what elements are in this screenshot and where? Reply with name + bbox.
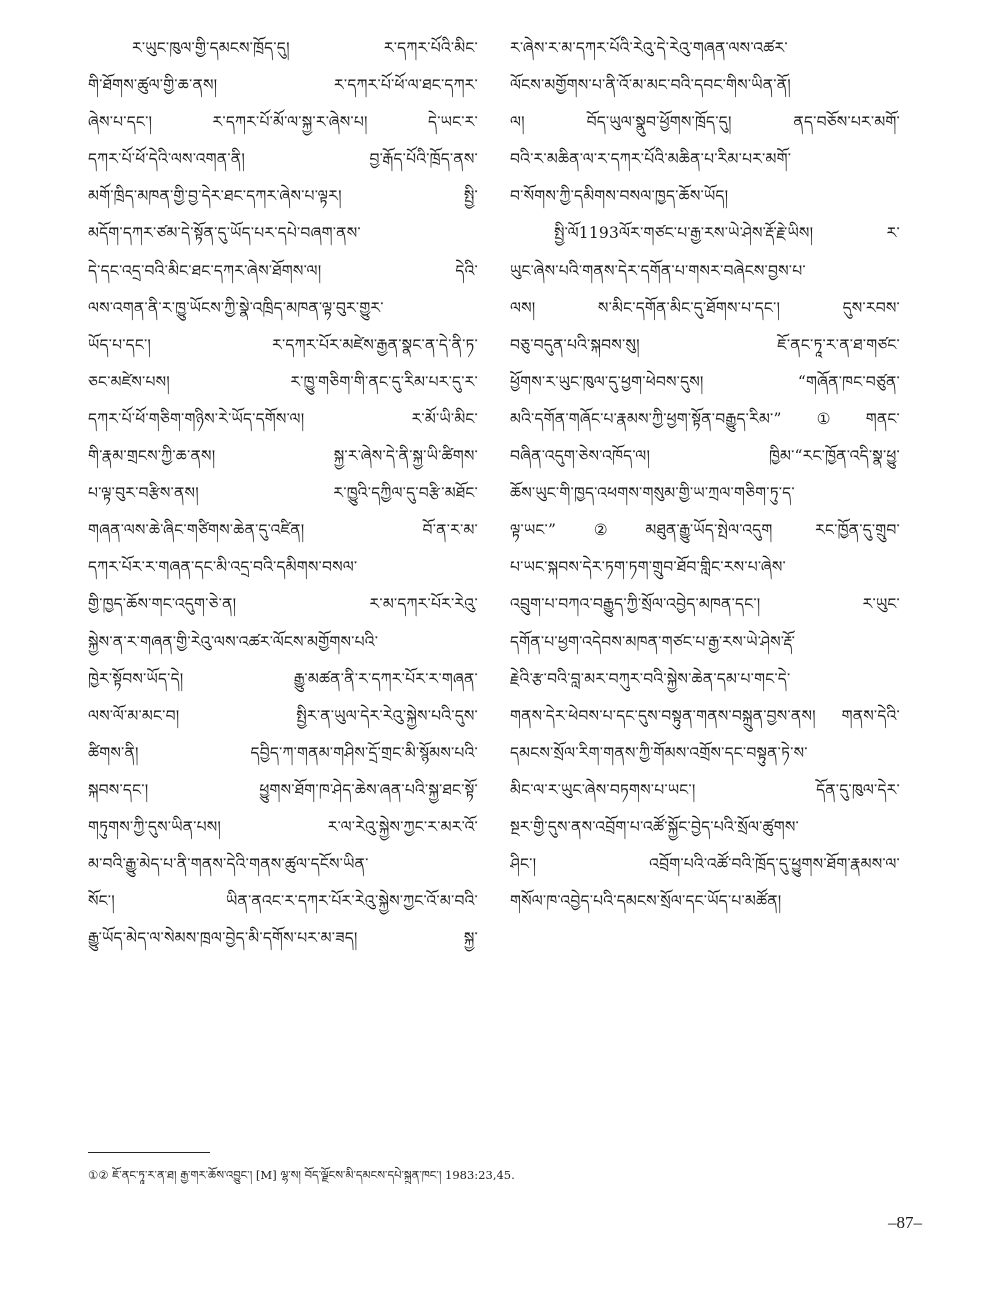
text-line: ལྟ་ཡང་”②མཐུན་རྒྱུ་ཡོད་སྤེལ་འདུག རང་ཁྱོན་དུ་གྲུབ་ bbox=[510, 521, 900, 540]
text-line: མའི་དགོན་གཞོང་པ་རྣམས་ཀྱི་ཕྱག་སྟོན་བརྒྱུད་རིམ་”①གནང་ bbox=[510, 409, 900, 428]
text-line: ལས་འགན་ནི་ར་ཁྱུ་ཡོངས་ཀྱི་སྣེ་འཁྲིད་མཁན་ལྟ་བུར་གྱུར་ bbox=[88, 298, 384, 317]
text-line: དེ་དང་འདྲ་བའི་མིང་ཐང་དཀར་ཞེས་ཐོགས་ལ། དེའི་ bbox=[88, 261, 478, 280]
text-line: སྔར་གྱི་དུས་ནས་འབྲོག་པ་འཚོ་སྐྱོང་བྱེད་པའི་སྲོལ་ཚུགས་ bbox=[510, 817, 800, 836]
text-line: སྐྱེས་ན་ར་གཞན་གྱི་རེའུ་ལས་འཚར་ལོངས་མགྱོགས་པའི་ bbox=[88, 632, 379, 651]
text-line: ཡོད་པ་དང་། ར་དཀར་པོར་མཛེས་རྒྱན་སྣང་ན་དེ་ནི་ཏ་ bbox=[88, 335, 478, 354]
text-line: དགོན་པ་ཕྱག་འདེབས་མཁན་གཙང་པ་རྒྱ་རས་ཡེ་ཤེས་རྡོ་ bbox=[510, 632, 796, 651]
text-line: ཆོས་ཡུང་གི་ཁྱད་འཕགས་གསུམ་གྱི་ཡ་ཀྲལ་གཅིག་ཏུ་ད་ bbox=[510, 484, 795, 503]
text-line: པ་ཡང་སྐབས་དེར་ཏག་ཏག་གྲུབ་ཐོབ་གླིང་རས་པ་ཞེས་ bbox=[510, 558, 787, 577]
text-line: སྤྱི་ལོ1193ལོར་གཙང་པ་རྒྱ་རས་ཡེ་ཤེས་རྡོ་རྗེ་ཡིས། ར་ bbox=[554, 224, 900, 243]
text-line: མགོ་ཁྲིད་མཁན་གྱི་བྱ་དེར་ཐང་དཀར་ཞེས་པ་ལྟར། སྤྱི་ bbox=[88, 187, 478, 206]
text-line: གི་ཐོགས་ཚུལ་གྱི་ཆ་ནས། ར་དཀར་པོ་ཕོ་ལ་ཐང་དཀར་ bbox=[88, 76, 478, 95]
text-line: གནས་དེར་ཕེབས་པ་དང་དུས་བསྟུན་གནས་བསྐྲུན་བྱས་ནས། གནས་དེའི་ bbox=[510, 706, 900, 725]
text-line: འབྲུག་པ་བཀའ་བརྒྱུད་ཀྱི་སྲོལ་འབྱེད་མཁན་དང་། ར་ཡུང་ bbox=[510, 595, 900, 614]
text-line: གཏུགས་ཀྱི་དུས་ཡིན་པས། ར་ལ་རེའུ་སྐྱེས་ཀྱང་ར་མར་འོ་ bbox=[88, 817, 478, 836]
text-line: མ་བའི་རྒྱུ་མེད་པ་ནི་གནས་དེའི་གནས་ཚུལ་དངོས་ཡིན་ bbox=[88, 855, 369, 874]
text-line: ལས། ས་མིང་དགོན་མིང་དུ་ཐོགས་པ་དང་། དུས་རབས་ bbox=[510, 298, 900, 317]
footnote-divider bbox=[88, 1152, 210, 1153]
text-line: ཚིགས་ནི། དབྱིད་ཀ་གནམ་གཤིས་དྲོ་གྲང་མི་སྙོམས་པའི་ bbox=[88, 743, 478, 762]
text-line: ལ། བོད་ཡུལ་སྣུབ་ཕྱོགས་ཁྲོད་དུ། ནད་བཅོས་པར་མགོ་ bbox=[510, 113, 900, 132]
text-line: དཀར་པོ་ཕོ་དེའི་ལས་འགན་ནི། བྱ་རྒོད་པོའི་ཁྲོད་ནས་ bbox=[88, 150, 478, 169]
left-text-column bbox=[88, 30, 478, 957]
text-line: ར་ཡུང་ཁུལ་གྱི་དམངས་ཁྲོད་དུ། ར་དཀར་པོའི་མིང་ bbox=[132, 39, 478, 57]
text-line: མདོག་དཀར་ཙམ་དེ་སྟོན་དུ་ཡོད་པར་དཔེ་བཞག་ནས་ bbox=[88, 224, 361, 243]
text-line: གསོལ་ཁ་འབྱེད་པའི་དམངས་སྲོལ་དང་ཡོད་པ་མཚོན། bbox=[510, 892, 782, 911]
text-line: རྒྱུ་ཡོད་མེད་ལ་སེམས་ཁྲལ་བྱེད་མི་དགོས་པར་མ་ཟད། སྐྱ་ bbox=[88, 929, 478, 948]
right-text-column bbox=[510, 30, 900, 920]
text-line: ར་ཞེས་ར་མ་དཀར་པོའི་རེའུ་དེ་རེའུ་གཞན་ལས་འཚར་ bbox=[510, 39, 788, 57]
text-line: སྐབས་དང་། ཕྱུགས་ཐོག་ཁ་ཤེད་ཆེས་ཞན་པའི་སྐྱ་ཐང་སྟོ་ bbox=[88, 780, 478, 799]
text-line: ལོངས་མགྱོགས་པ་ནི་འོ་མ་མང་བའི་དབང་གིས་ཡིན་ནོ། bbox=[510, 76, 791, 95]
text-line: ལས་ལོ་མ་མང་བ། སྤྱིར་ན་ཡུལ་དེར་རེའུ་སྐྱེས་པའི་དུས་ bbox=[88, 706, 478, 725]
text-line: ཁྱེར་སྟོབས་ཡོད་དེ། རྒྱུ་མཚན་ནི་ར་དཀར་པོར་ར་གཞན་ bbox=[88, 669, 478, 688]
text-line: ཅང་མཛེས་པས། ར་ཁྱུ་གཅིག་གི་ནང་དུ་རིམ་པར་དུ་ར་ bbox=[88, 372, 478, 391]
text-line: དཀར་པོ་ཕོ་གཅིག་གཉིས་རེ་ཡོད་དགོས་ལ། ར་མོ་ཡི་མིང་ bbox=[88, 409, 478, 428]
text-line: བའི་ར་མཆིན་ལ་ར་དཀར་པོའི་མཆིན་པ་རིམ་པར་མགོ་ bbox=[510, 150, 792, 169]
text-line: ཕྱོགས་ར་ཡུང་ཁུལ་དུ་ཕྱག་ཕེབས་དུས། “གཞོན་ཁང་བཙུན་ bbox=[510, 372, 900, 391]
text-line: བཞིན་འདུག་ཅེས་འཁོད་ལ། ཁྱིམ་“རང་ཁྱོན་འདི་སྣ་ཕྱུ་ bbox=[510, 447, 900, 466]
text-line: གྱི་ཁྱད་ཆོས་གང་འདུག་ཅེ་ན། ར་མ་དཀར་པོར་རེའུ་ bbox=[88, 595, 478, 614]
text-line: ཤིང་། འབྲོག་པའི་འཚོ་བའི་ཁྲོད་དུ་ཕྱུགས་ཐོག་རྣམས་ལ་ bbox=[510, 855, 900, 874]
page-number: –87– bbox=[888, 1213, 922, 1232]
text-line: བཅུ་བདུན་པའི་སྐབས་སུ། ཇོ་ནང་ཏཱ་ར་ན་ཐ་གཙང་ bbox=[510, 335, 900, 354]
text-line: ཞེས་པ་དང་། ར་དཀར་པོ་མོ་ལ་སྐྱ་ར་ཞེས་པ། དེ་ཡང་ར་ bbox=[88, 113, 478, 132]
text-line: དཀར་པོར་ར་གཞན་དང་མི་འདྲ་བའི་དམིགས་བསལ་ bbox=[88, 558, 358, 577]
text-line: བ་སོགས་ཀྱི་དམིགས་བསལ་ཁྱད་ཆོས་ཡོད། bbox=[510, 187, 729, 206]
text-line: པ་ལྟ་བུར་བརྩིས་ནས། ར་ཁྱུའི་དཀྱིལ་དུ་བརྩི་མཐོང་ bbox=[88, 484, 478, 503]
text-line: རྗེའི་རྩ་བའི་བླ་མར་བཀུར་བའི་སྐྱེས་ཆེན་དམ་པ་གང་དེ་ bbox=[510, 669, 791, 688]
text-line: ཡུང་ཞེས་པའི་གནས་དེར་དགོན་པ་གསར་བཞེངས་བྱས་པ་ bbox=[510, 261, 806, 280]
footnote: ①② ཇོ་ནང་ཏཱ་ར་ན་ཐ། རྒྱ་གར་ཆོས་འབྱུང་། [M] ལྷ་ས། བོད་ལྗོངས་མི་དམངས་དཔེ་སྐྲུན་ཁང་། 1983:23,45. bbox=[88, 1168, 515, 1182]
text-line: སོང་། ཡིན་ནའང་ར་དཀར་པོར་རེའུ་སྐྱེས་ཀྱང་འོ་མ་བའི་ bbox=[88, 892, 478, 911]
text-line: མིང་ལ་ར་ཡུང་ཞེས་བཏགས་པ་ཡང་། དོན་དུ་ཁུལ་དེར་ bbox=[510, 780, 900, 799]
text-line: གི་རྣམ་གྲངས་ཀྱི་ཆ་ནས། སྐྱ་ར་ཞེས་དེ་ནི་སྐྱ་ཡི་ཚིགས་ bbox=[88, 447, 478, 466]
text-line: དམངས་སྲོལ་རིག་གནས་ཀྱི་གོམས་འགྲོས་དང་བསྟུན་ཏེ་ས་ bbox=[510, 743, 808, 762]
text-line: གཞན་ལས་ཆེ་ཞིང་གཙིགས་ཆེན་དུ་འཛིན། བོ་ན་ར་མ་ bbox=[88, 521, 478, 540]
